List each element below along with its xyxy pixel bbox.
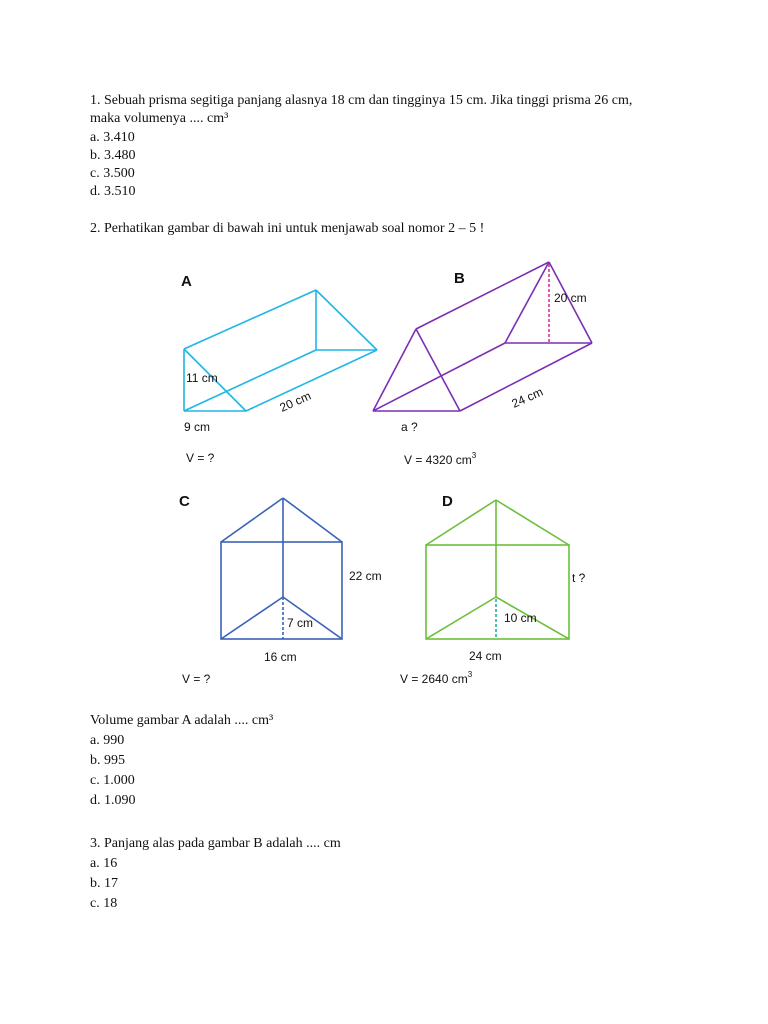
q2-option-b: b. 995 [90,753,125,768]
q2-question: Volume gambar A adalah .... cm³ [90,713,274,728]
label-b-volume [404,451,477,467]
q2-intro: 2. Perhatikan gambar di bawah ini untuk menjawab soal nomor 2 – 5 ! [90,221,485,236]
q3-option-b: b. 17 [90,876,118,891]
label-a-length: 20 cm [277,388,314,415]
label-c-height: 7 cm [287,616,314,630]
q2-option-d: d. 1.090 [90,793,136,808]
q1-option-b: b. 3.480 [90,148,136,163]
prism-c [221,498,342,639]
label-d-volume-sup: 3 [467,670,473,679]
label-a-height: 11 cm [186,371,218,385]
label-d-volume [400,670,473,686]
label-c-volume: V = ? [182,672,211,686]
q3-option-a: a. 16 [90,856,118,871]
label-b-height: 20 cm [554,291,587,305]
label-a-volume: V = ? [186,451,215,465]
label-letter-c: C [179,493,190,510]
q2-option-c: c. 1.000 [90,773,135,788]
label-b-base: a ? [401,420,418,434]
q2-option-a: a. 990 [90,733,125,748]
q3-option-c: c. 18 [90,896,118,911]
q3-question: 3. Panjang alas pada gambar B adalah .... cm [90,836,341,851]
q1-option-a: a. 3.410 [90,130,135,145]
label-letter-a: A [181,273,192,290]
label-letter-b: B [454,270,465,287]
q1-line2: maka volumenya .... cm³ [90,111,229,126]
prism-d [426,500,569,639]
label-a-base: 9 cm [184,420,211,434]
label-b-length: 24 cm [509,384,546,411]
prism-b [373,262,592,411]
label-d-base: 24 cm [469,649,502,663]
label-d-volume-text: V = 2640 cm [400,672,468,686]
label-c-length: 22 cm [349,569,382,583]
label-b-volume-sup: 3 [471,451,477,460]
prism-a [184,290,377,411]
label-letter-d: D [442,493,453,510]
label-b-volume-text: V = 4320 cm [404,453,472,467]
label-d-height: 10 cm [504,611,537,625]
q1-option-c: c. 3.500 [90,166,135,181]
q1-line1: 1. Sebuah prisma segitiga panjang alasnya 18 cm dan tingginya 15 cm. Jika tinggi prisma 26 cm, [90,93,633,108]
q1-option-d: d. 3.510 [90,184,136,199]
label-c-base: 16 cm [264,650,297,664]
label-d-length: t ? [572,571,586,585]
